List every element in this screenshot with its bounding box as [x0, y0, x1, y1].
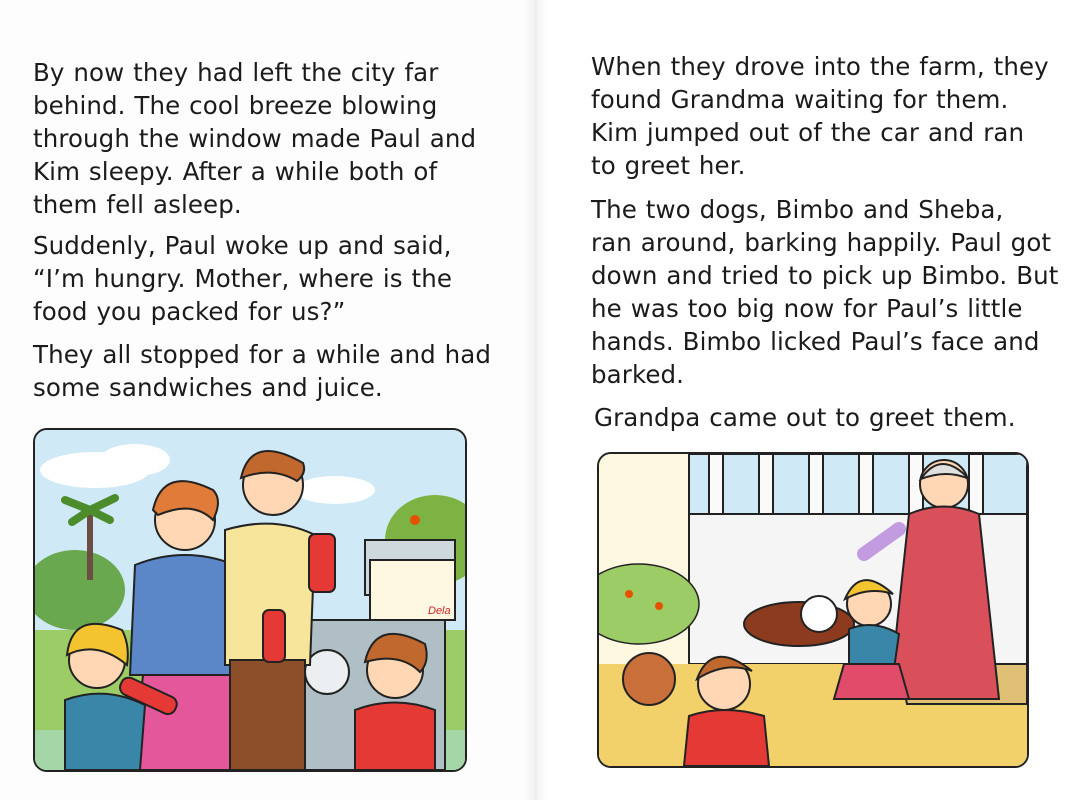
text-line: Kim jumped out of the car and ran: [591, 118, 1025, 147]
text-line: food you packed for us?”: [33, 297, 346, 326]
text-line: them fell asleep.: [33, 190, 242, 219]
right-paragraph-1: [591, 50, 1049, 182]
farm-illustration: [597, 452, 1029, 768]
text-line: to greet her.: [591, 151, 746, 180]
text-line: found Grandma waiting for them.: [591, 85, 1009, 114]
text-line: Suddenly, Paul woke up and said,: [33, 231, 452, 260]
text-line: Grandpa came out to greet them.: [594, 403, 1016, 432]
picnic-illustration: [33, 428, 467, 772]
farm-scene: [599, 454, 1027, 766]
text-line: By now they had left the city far: [33, 58, 439, 87]
text-line: he was too big now for Paul’s little: [591, 294, 1023, 323]
text-line: some sandwiches and juice.: [33, 373, 383, 402]
text-line: behind. The cool breeze blowing: [33, 91, 438, 120]
text-line: down and tried to pick up Bimbo. But: [591, 261, 1059, 290]
text-line: Kim sleepy. After a while both of: [33, 157, 438, 186]
box-label: Dela: [428, 605, 451, 617]
text-line: They all stopped for a while and had: [33, 340, 492, 369]
text-line: barked.: [591, 360, 685, 389]
right-page: [536, 0, 1072, 800]
text-line: When they drove into the farm, they: [591, 52, 1049, 81]
right-paragraph-2: [591, 193, 1058, 391]
text-line: The two dogs, Bimbo and Sheba,: [591, 195, 1004, 224]
text-line: through the window made Paul and: [33, 124, 477, 153]
left-paragraph-3: [33, 338, 491, 404]
text-line: ran around, barking happily. Paul got: [591, 228, 1052, 257]
picnic-scene: [35, 430, 465, 770]
left-paragraph-2: [33, 229, 452, 328]
right-paragraph-3: [594, 401, 1016, 434]
left-paragraph-1: [33, 56, 476, 221]
text-line: hands. Bimbo licked Paul’s face and: [591, 327, 1040, 356]
text-line: “I’m hungry. Mother, where is the: [33, 264, 453, 293]
